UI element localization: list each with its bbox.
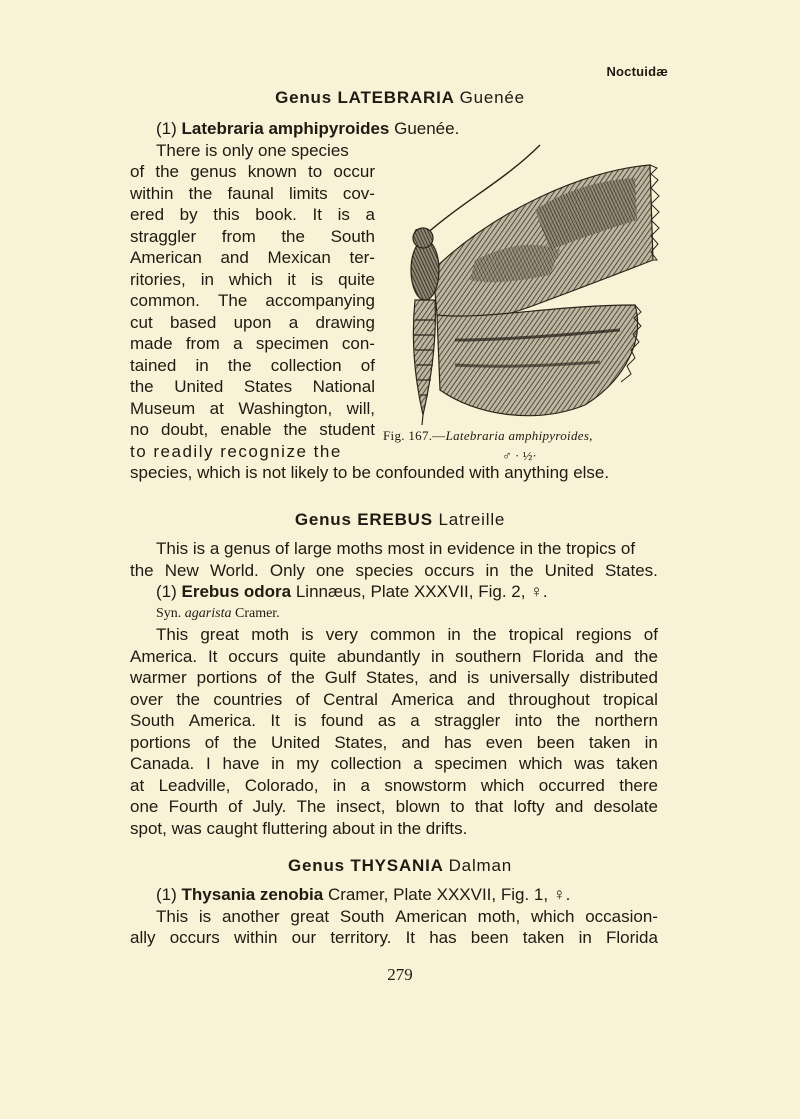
text-line: This great moth is very common in the tropical regions of — [156, 625, 658, 644]
figure-species: Latebraria amphipyroides, — [445, 428, 593, 443]
text-line: South America. It is found as a straggler into the northern — [130, 711, 658, 730]
genus-heading-latebraria — [0, 88, 800, 108]
species-ref: Cramer, Plate XXXVII, Fig. 1, ♀. — [327, 885, 571, 904]
text-line: warmer portions of the Gulf States, and is universally distributed — [130, 668, 658, 687]
text-line: America. It occurs quite abundantly in southern Florida and the — [130, 646, 658, 666]
text-line: American and Mexican ter- — [130, 248, 375, 267]
page-number: 279 — [387, 965, 413, 984]
species-name: Latebraria amphipyroides — [181, 119, 390, 138]
species-heading: (1) Thysania zenobia Cramer, Plate XXXVII, Fig. 1, ♀. — [156, 885, 571, 904]
species-ref: Linnæus, Plate XXXVII, Fig. 2, ♀. — [295, 582, 548, 601]
figure-caption — [383, 428, 593, 444]
moth-illustration — [385, 140, 660, 430]
text-line: ered by this book. It is a — [130, 205, 375, 224]
genus-name: Genus THYSANIA — [287, 856, 444, 875]
text-line: This is another great South American moth, which occasion- — [156, 906, 658, 926]
figure-caption-sub: ♂ · ½· — [502, 448, 537, 463]
text-line: of the genus known to occur — [130, 162, 375, 181]
moth-head — [413, 228, 433, 248]
text-line: species, which is not likely to be confounded with anything else. — [130, 463, 610, 482]
text-line: to readily recognize the — [130, 441, 342, 461]
text-line: spot, was caught fluttering about in the drifts. — [130, 818, 468, 838]
thysania-text — [130, 884, 658, 949]
text-line: Museum at Washington, will, — [130, 398, 375, 418]
running-head: Noctuidæ — [606, 64, 668, 79]
text-line: the United States National — [130, 377, 375, 396]
latebraria-paragraph — [130, 140, 375, 463]
text-line: There is only one species — [156, 140, 349, 160]
species-heading: (1) Latebraria amphipyroides Guenée. — [156, 119, 460, 138]
species-heading: (1) Erebus odora Linnæus, Plate XXXVII, Fig. 2, ♀. — [156, 582, 548, 601]
text-line: straggler from the South — [130, 226, 375, 246]
text-line: tained in the collection of — [130, 355, 375, 375]
genus-author: Latreille — [438, 510, 506, 529]
text-line: within the faunal limits cov- — [130, 183, 375, 203]
text-line: Canada. I have in my collection a specimen which was taken — [130, 754, 658, 773]
species-name: Thysania zenobia — [181, 885, 324, 904]
text-line: over the countries of Central America and throughout tropical — [130, 689, 658, 709]
text-line: common. The accompanying — [130, 291, 375, 310]
genus-heading-thysania — [0, 856, 800, 876]
species-name: Erebus odora — [181, 582, 292, 601]
text-line: the New World. Only one species occurs in the United States. — [130, 560, 658, 580]
genus-author: Guenée — [459, 88, 525, 107]
genus-heading-erebus — [0, 510, 800, 530]
text-line: no doubt, enable the student — [130, 420, 375, 439]
moth-thorax — [411, 240, 439, 300]
text-line: made from a specimen con- — [130, 334, 375, 353]
text-line: ally occurs within our territory. It has been taken in Florida — [130, 928, 658, 947]
synonym-line: Syn. agarista Cramer. — [156, 605, 280, 621]
figure-number: Fig. 167.— — [383, 428, 446, 443]
genus-name: Genus EREBUS — [294, 510, 433, 529]
genus-name: Genus LATEBRARIA — [275, 88, 455, 107]
text-line: one Fourth of July. The insect, blown to that lofty and desolate — [130, 797, 658, 816]
moth-abdomen — [413, 300, 435, 415]
synonym-name: agarista — [184, 605, 232, 621]
text-line: cut based upon a drawing — [130, 312, 375, 332]
text-line: portions of the United States, and has even been taken in — [130, 732, 658, 752]
text-line: This is a genus of large moths most in evidence in the tropics of — [156, 539, 636, 558]
text-line: at Leadville, Colorado, in a snowstorm which occurred there — [130, 775, 658, 795]
erebus-text — [130, 538, 658, 839]
genus-author: Dalman — [448, 856, 512, 875]
hindwing — [437, 305, 638, 416]
text-line: ritories, in which it is quite — [130, 269, 375, 289]
species-author: Guenée. — [394, 119, 460, 138]
